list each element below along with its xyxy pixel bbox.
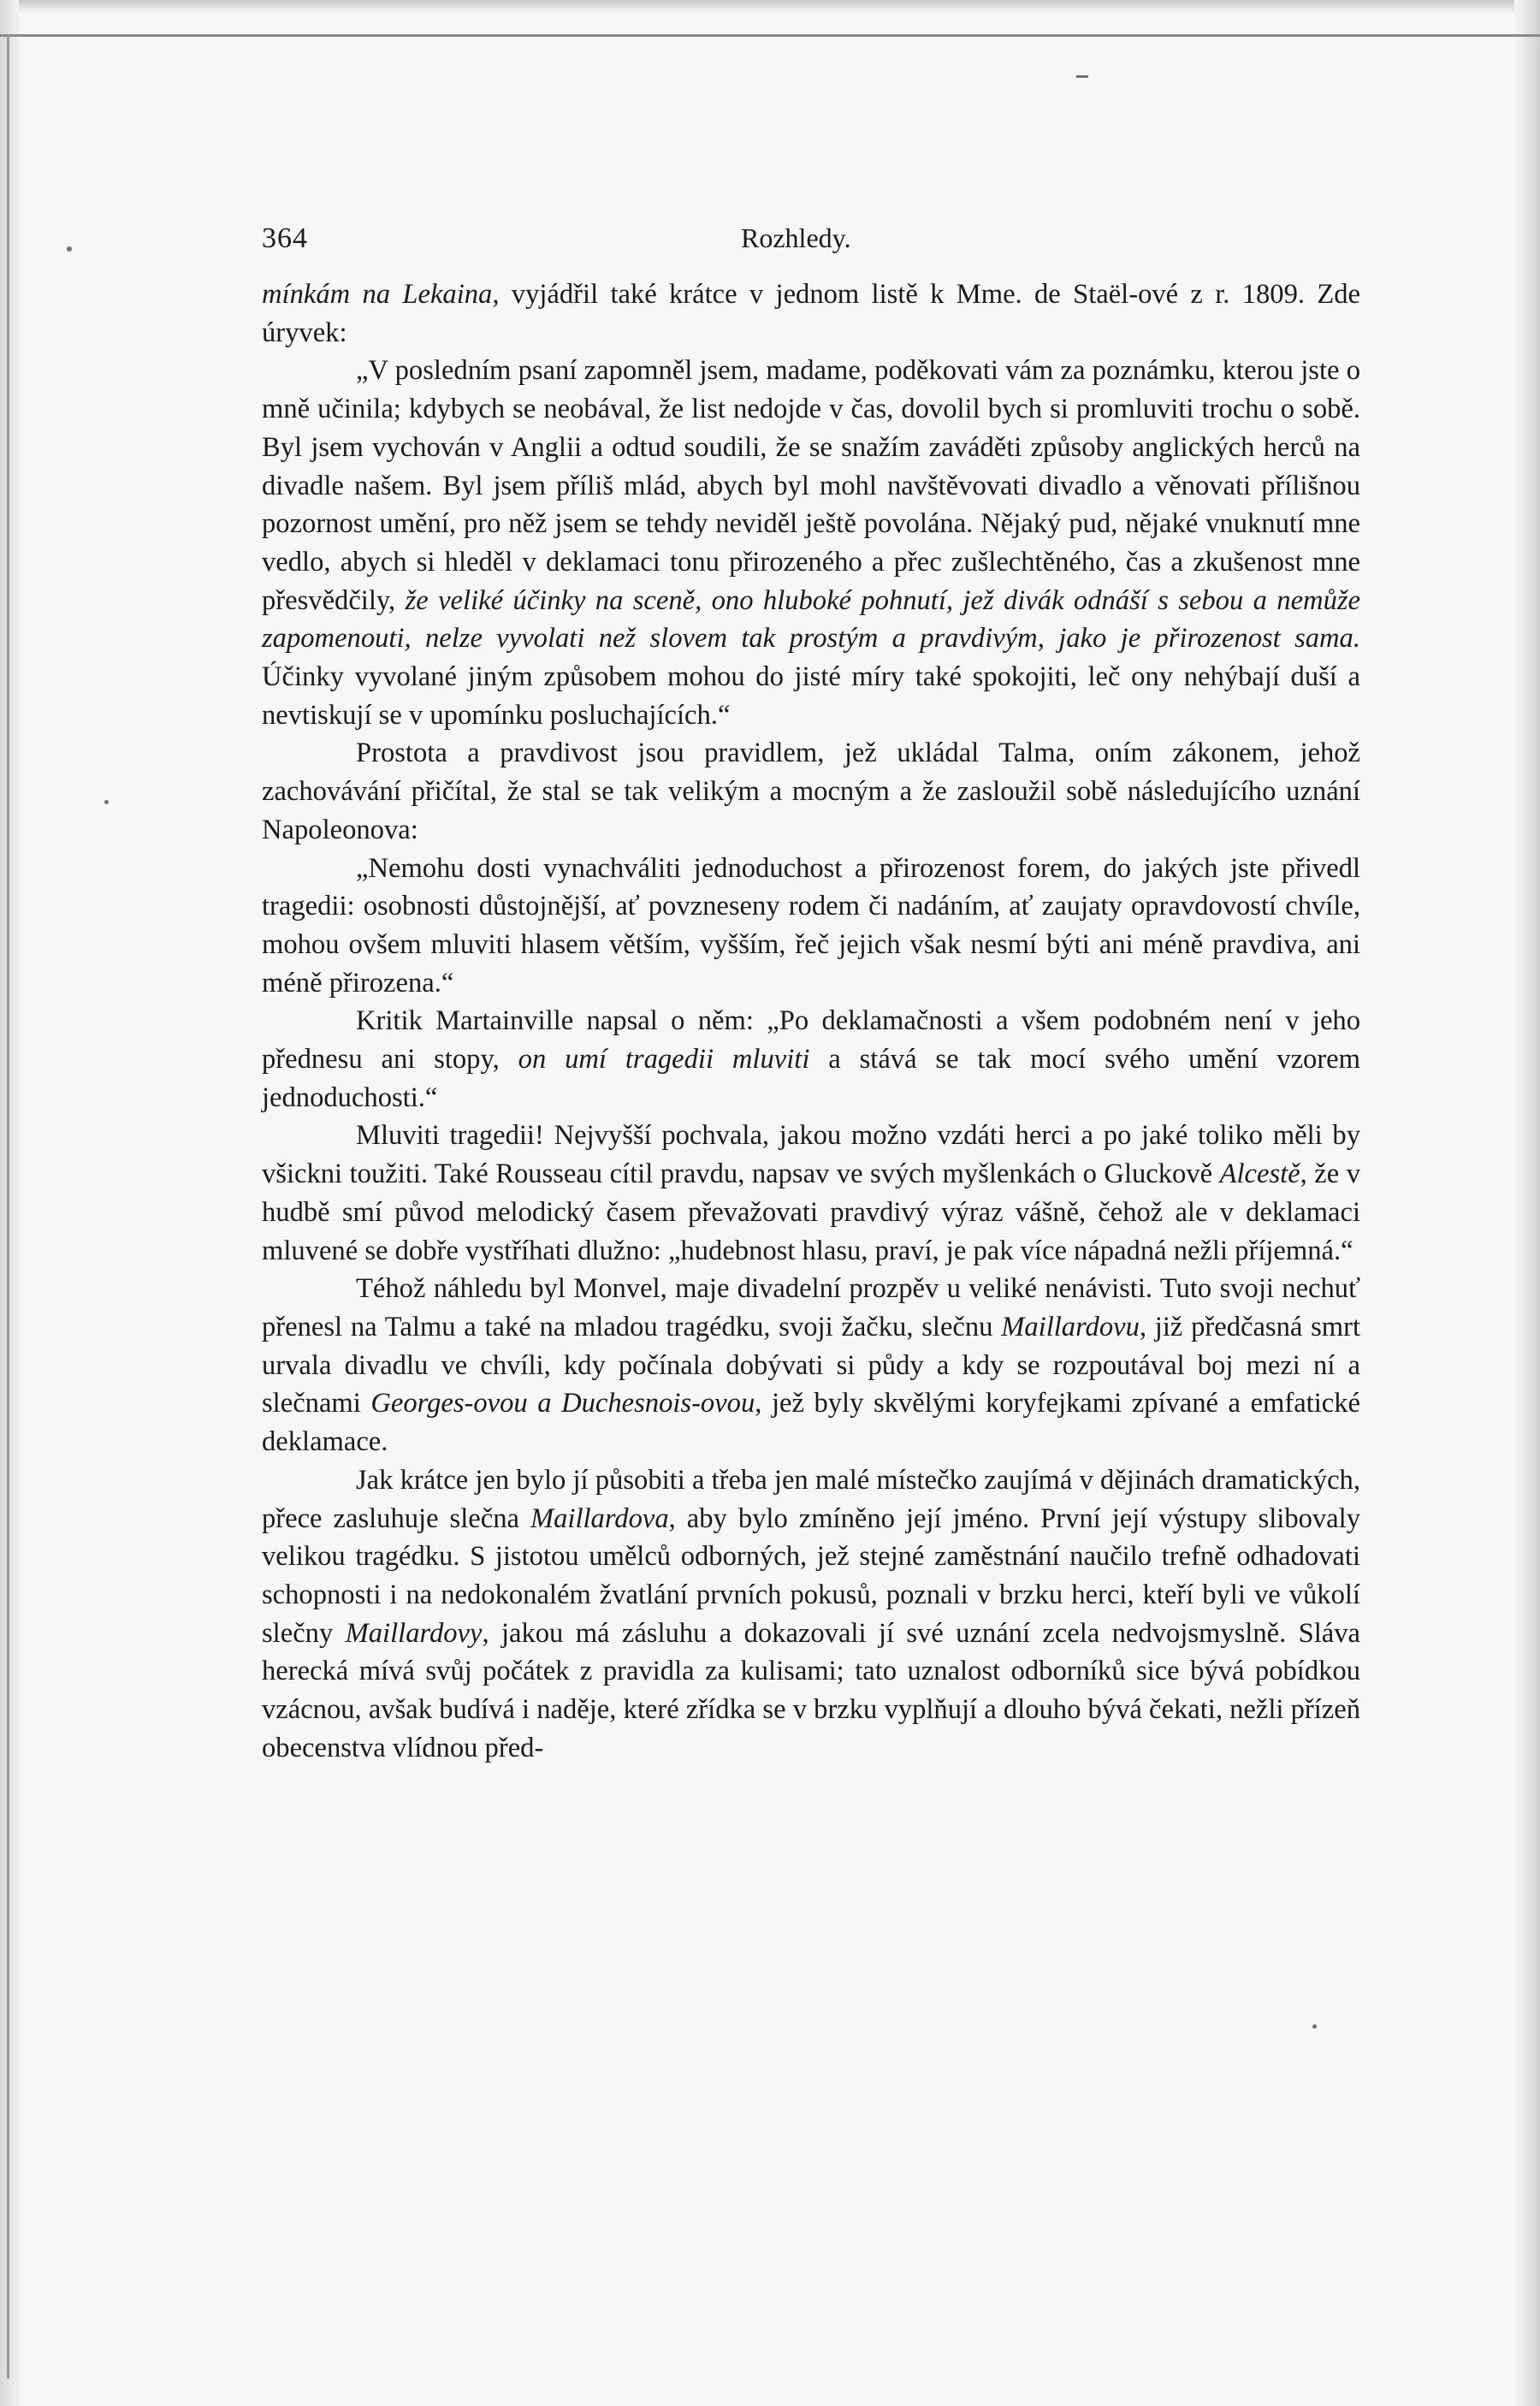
paragraph — [262, 734, 1360, 849]
italic-run: že veliké účinky na sceně, ono hluboké pohnutí, jež divák odnáší s sebou a nemůže zapomenouti, nelze vyvolati než slovem tak prostým a pravdivým, jako je přirozenost sama. — [262, 584, 1360, 655]
italic-run: Maillardovy — [345, 1617, 483, 1649]
scan-speck — [1312, 2024, 1317, 2029]
italic-run: Maillardovu — [1001, 1311, 1140, 1342]
paragraph — [262, 1002, 1360, 1117]
text-run: , jakou má zásluhu a dokazovali jí své uznání zcela nedvojsmyslně. Sláva herecká mívá svůj počátek z pravidla za kulisami; tato uznalost odborníků sice bývá pobídkou vzácnou, avšak budívá i naděje, které zřídka se v brzku vyplňují a dlouho bývá čekati, nežli přízeň obecenstva vlídnou před- — [262, 1617, 1360, 1763]
paragraph — [262, 1461, 1360, 1768]
text-run: Účinky vyvolané jiným způsobem mohou do jisté míry také spokojiti, leč ony nehýbají duší a nevtiskují se v upomínku posluchajících.“ — [262, 661, 1360, 731]
text-run: , aby bylo zmíněno její jméno. První její výstupy slibovaly velikou tragédku. S jistotou umělců odborných, jež stejné zaměstnání naučilo trefně odhadovati schopnosti i na nedokonalém žvatlání prvních pokusů, poznali v brzku herci, kteří byli ve vůkolí slečny — [262, 1502, 1360, 1649]
page-number: 364 — [262, 222, 308, 254]
scan-left-edge — [0, 0, 19, 2406]
italic-run: Alcestě — [1219, 1159, 1300, 1190]
scan-speck — [67, 246, 72, 252]
page-border-left — [7, 34, 9, 2379]
scan-right-edge — [1514, 0, 1540, 2406]
scan-speck — [104, 800, 109, 804]
paragraph — [262, 1117, 1360, 1270]
text-run: a stává se tak mocí svého umění vzorem jednoduchosti.“ — [262, 1044, 1360, 1113]
text-run: Kritik Martainville napsal o něm: „Po deklamačnosti a všem podobném není v jeho přednesu ani stopy, — [262, 1005, 1360, 1076]
italic-run: Georges-ovou a Duchesnois-ovou — [370, 1388, 755, 1419]
paragraph — [262, 850, 1360, 1003]
text-run: „Nemohu dosti vynachváliti jednoduchost a přirozenost forem, do jakých jste přivedl tragedii: osobnosti důstojnější, ať povzneseny rodem či nadáním, ať zaujaty opravdovostí chvíle, mohou ovšem mluviti hlasem větším, vyšším, řeč jejich však nesmí býti ani méně pravdiva, ani méně přirozena.“ — [262, 852, 1360, 999]
scan-top-edge — [0, 0, 1540, 14]
running-title: Rozhledy. — [741, 222, 851, 253]
text-run: , vyjádřil také krátce v jednom listě k Mme. de Staël-ové z r. 1809. Zde úryvek: — [262, 279, 1360, 348]
text-run: , již předčasná smrt urvala divadlu ve chvíli, kdy počínala dobývati si půdy a kdy se rozpoutával boj mezi ní a slečnami — [262, 1311, 1360, 1419]
text-run: „V posledním psaní zapomněl jsem, madame, poděkovati vám za poznámku, kterou jste o mně učinila; kdybych se neobával, že list nedojde v čas, dovolil bych si promluviti trochu o sobě. Byl jsem vychován v Anglii a odtud soudili, že se snažím zaváděti způsoby anglických herců na divadle našem. Byl jsem příliš mlád, abych byl mohl navštěvovati divadlo a věnovati přílišnou pozornost umění, pro něž jsem se tehdy neviděl ještě povolána. Nějaký pud, nějaké vnuknutí mne vedlo, abych si hleděl v deklamaci tonu přirozeného a přec zušlechtěného, čas a zkušenost mne přesvědčily, — [262, 355, 1360, 616]
text-run: Téhož náhledu byl Monvel, maje divadelní prozpěv u veliké nenávisti. Tuto svoji nechuť přenesl na Talmu a také na mladou tragédku, svoji žačku, slečnu — [262, 1273, 1360, 1342]
text-run: Jak krátce jen bylo jí působiti a třeba jen malé místečko zaujímá v dějinách dramatických, přece zasluhuje slečna — [262, 1464, 1360, 1534]
text-run: Mluviti tragedii! Nejvyšší pochvala, jakou možno vzdáti herci a po jaké toliko měli by všickni toužiti. Také Rousseau cítil pravdu, napsav ve svých myšlenkách o Gluckově — [262, 1120, 1360, 1190]
scan-speck — [1076, 75, 1088, 78]
book-page — [262, 197, 1360, 1767]
paragraph — [262, 352, 1360, 734]
page-border-top — [0, 34, 1540, 37]
paragraph — [262, 1270, 1360, 1461]
running-head — [262, 197, 1360, 257]
paragraph — [262, 276, 1360, 352]
text-run: , jež byly skvělými koryfejkami zpívané a emfatické deklamace. — [262, 1388, 1360, 1458]
text-run: Prostota a pravdivost jsou pravidlem, jež ukládal Talma, oním zákonem, jehož zachovávání přičítal, že stal se tak velikým a mocným a že zasloužil sobě následujícího uznání Napoleonova: — [262, 738, 1360, 845]
body-text — [262, 276, 1360, 1767]
italic-run: mínkám na Lekaina — [262, 279, 493, 310]
text-run: , že v hudbě smí původ melodický časem převažovati pravdivý výraz vášně, čehož ale v deklamaci mluvené se dobře vystříhati dlužno: „hudebnost hlasu, praví, je pak více nápadná nežli příjemná.“ — [262, 1159, 1360, 1266]
italic-run: Maillardova — [530, 1502, 669, 1534]
italic-run: on umí tragedii mluviti — [518, 1044, 810, 1076]
